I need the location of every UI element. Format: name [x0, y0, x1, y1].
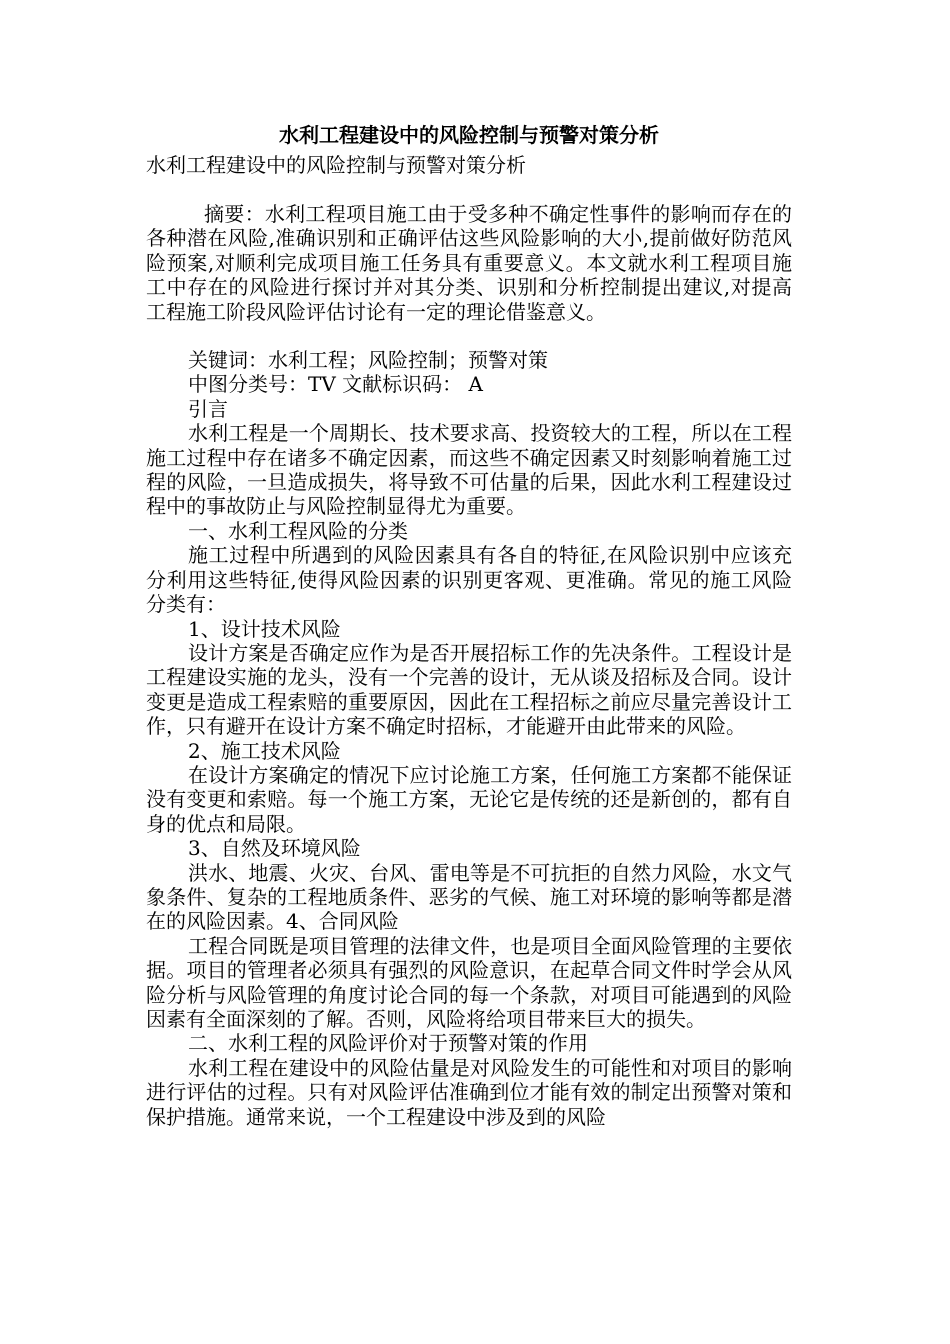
body-paragraph: 工程合同既是项目管理的法律文件，也是项目全面风险管理的主要依据。项目的管理者必须具有强烈的风险意识，在起草合同文件时学会从风险分析与风险管理的角度讨论合同的每一个条款，对项目可能遇到的风险因素有全面深刻的了解。否则，风险将给项目带来巨大的损失。: [146, 933, 792, 1031]
subsection-heading: 3、自然及环境风险: [188, 836, 361, 861]
body-paragraph: 洪水、地震、火灾、台风、雷电等是不可抗拒的自然力风险，水文气象条件、复杂的工程地质条件、恶劣的气候、施工对环境的影响等都是潜在的风险因素。4、合同风险: [146, 860, 792, 934]
subsection-heading: 1、设计技术风险: [188, 616, 341, 641]
abstract-paragraph: 摘要：水利工程项目施工由于受多种不确定性事件的影响而存在的各种潜在风险,准确识别和正确评估这些风险影响的大小,提前做好防范风险预案,对顺利完成项目施工任务具有重要意义。本文就水利工程项目施工中存在的风险进行探讨并对其分类、识别和分析控制提出建议,对提高工程施工阶段风险评估讨论有一定的理论借鉴意义。: [146, 202, 792, 324]
section-heading: 一、水利工程风险的分类: [188, 518, 408, 543]
body-paragraph: 在设计方案确定的情况下应讨论施工方案，任何施工方案都不能保证没有变更和索赔。每一个施工方案，无论它是传统的还是新创的，都有自身的优点和局限。: [146, 762, 792, 836]
blank-line: [146, 178, 792, 202]
keywords-line: 关键词：水利工程；风险控制；预警对策: [188, 348, 548, 373]
body-paragraph: 水利工程在建设中的风险估量是对风险发生的可能性和对项目的影响进行评估的过程。只有对风险评估准确到位才能有效的制定出预警对策和保护措施。通常来说，一个工程建设中涉及到的风险: [146, 1055, 792, 1129]
document-title: 水利工程建设中的风险控制与预警对策分析: [279, 123, 659, 147]
document-subtitle: 水利工程建设中的风险控制与预警对策分析: [146, 153, 526, 177]
section-heading: 引言: [188, 396, 228, 421]
blank-line: [146, 324, 792, 348]
body-paragraph: 设计方案是否确定应作为是否开展招标工作的先决条件。工程设计是工程建设实施的龙头，没有一个完善的设计，无从谈及招标及合同。设计变更是造成工程索赔的重要原因，因此在工程招标之前应尽量完善设计工作，只有避开在设计方案不确定时招标，才能避开由此带来的风险。: [146, 640, 792, 739]
subsection-heading: 2、施工技术风险: [188, 738, 341, 763]
body-paragraph: 水利工程是一个周期长、技术要求高、投资较大的工程，所以在工程施工过程中存在诸多不确定因素，而这些不确定因素又时刻影响着施工过程的风险，一旦造成损失，将导致不可估量的后果，因此水利工程建设过程中的事故防止与风险控制显得尤为重要。: [146, 421, 792, 519]
classification-line: 中图分类号：TV 文献标识码： A: [188, 372, 483, 397]
section-heading: 二、水利工程的风险评价对于预警对策的作用: [188, 1031, 588, 1056]
document-page: [146, 118, 792, 1129]
body-paragraph: 施工过程中所遇到的风险因素具有各自的特征,在风险识别中应该充分利用这些特征,使得风险因素的识别更客观、更准确。常见的施工风险分类有：: [146, 543, 792, 617]
